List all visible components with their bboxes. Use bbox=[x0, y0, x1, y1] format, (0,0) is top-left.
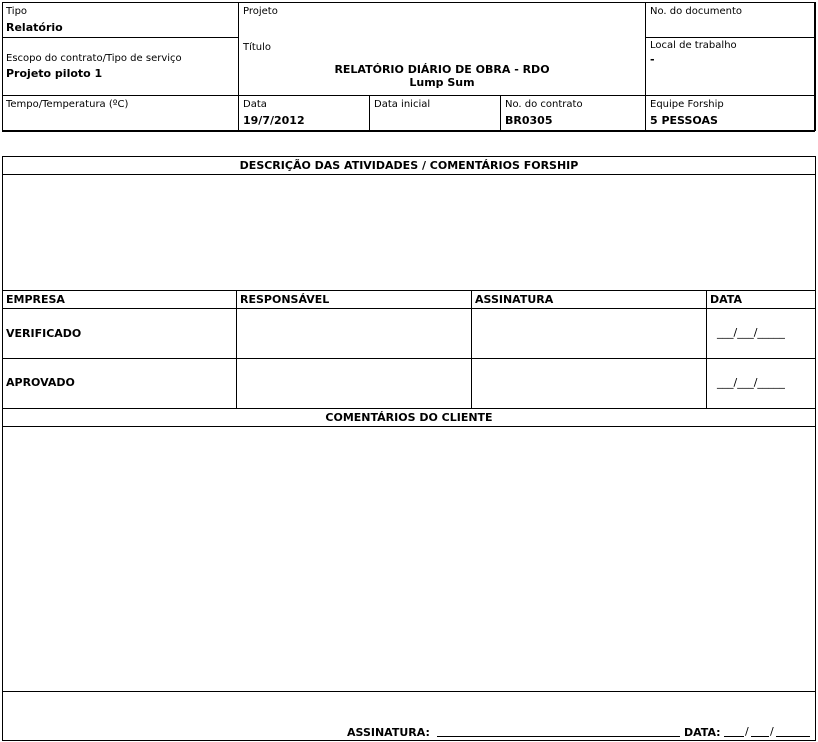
tipo-label: Tipo bbox=[6, 6, 28, 17]
tempo-label: Tempo/Temperatura (ºC) bbox=[6, 99, 129, 110]
column-header-assinatura: ASSINATURA bbox=[475, 293, 554, 306]
local-value: - bbox=[650, 53, 655, 66]
column-header-data: DATA bbox=[710, 293, 742, 306]
row-label-verificado: VERIFICADO bbox=[6, 327, 82, 340]
form-border-top bbox=[2, 156, 816, 157]
data-value: 19/7/2012 bbox=[243, 114, 305, 127]
verificado-responsavel-cell[interactable] bbox=[237, 309, 471, 358]
aprovado-date-blank[interactable]: ___/___/_____ bbox=[717, 376, 785, 389]
form-line bbox=[2, 290, 816, 291]
header-border-right bbox=[814, 2, 816, 131]
activities-text-area[interactable] bbox=[3, 175, 815, 290]
form-line bbox=[2, 691, 816, 692]
projeto-label: Projeto bbox=[243, 6, 278, 17]
client-date-separator: / bbox=[745, 725, 749, 738]
header-line bbox=[2, 95, 815, 96]
equipe-value: 5 PESSOAS bbox=[650, 114, 718, 127]
data-label: Data bbox=[243, 99, 267, 110]
equipe-label: Equipe Forship bbox=[650, 99, 724, 110]
header-line bbox=[645, 37, 815, 38]
form-line bbox=[706, 290, 707, 408]
client-signature-line[interactable] bbox=[437, 736, 680, 737]
header-line bbox=[500, 95, 501, 131]
header-line bbox=[645, 2, 646, 131]
form-line bbox=[2, 408, 816, 409]
client-date-day-line[interactable] bbox=[724, 736, 744, 737]
titulo-line-1: RELATÓRIO DIÁRIO DE OBRA - RDO bbox=[334, 63, 550, 76]
escopo-label: Escopo do contrato/Tipo de serviço bbox=[6, 53, 182, 64]
titulo-label: Título bbox=[243, 42, 272, 53]
column-header-responsavel: RESPONSÁVEL bbox=[240, 293, 330, 306]
document-number-label: No. do documento bbox=[650, 6, 742, 17]
column-header-empresa: EMPRESA bbox=[6, 293, 65, 306]
header-border-top bbox=[2, 2, 815, 3]
form-border-right bbox=[815, 156, 816, 741]
client-date-year-line[interactable] bbox=[776, 736, 810, 737]
client-comments-title: COMENTÁRIOS DO CLIENTE bbox=[325, 411, 493, 424]
header-border-bottom bbox=[2, 130, 815, 132]
data-inicial-label: Data inicial bbox=[374, 99, 431, 110]
local-label: Local de trabalho bbox=[650, 40, 737, 51]
client-date-separator: / bbox=[770, 725, 774, 738]
activities-title: DESCRIÇÃO DAS ATIVIDADES / COMENTÁRIOS FORSHIP bbox=[239, 159, 579, 172]
aprovado-assinatura-cell[interactable] bbox=[472, 359, 706, 408]
escopo-value: Projeto piloto 1 bbox=[6, 67, 103, 80]
contrato-label: No. do contrato bbox=[505, 99, 583, 110]
client-date-label: DATA: bbox=[684, 726, 721, 739]
tipo-value: Relatório bbox=[6, 21, 63, 34]
header-border-left bbox=[2, 2, 3, 131]
header-line bbox=[2, 37, 239, 38]
header-line bbox=[369, 95, 370, 131]
client-date-month-line[interactable] bbox=[751, 736, 769, 737]
client-comments-text-area[interactable] bbox=[3, 427, 815, 691]
row-label-aprovado: APROVADO bbox=[6, 376, 75, 389]
aprovado-responsavel-cell[interactable] bbox=[237, 359, 471, 408]
verificado-date-blank[interactable]: ___/___/_____ bbox=[717, 326, 785, 339]
form-border-bottom bbox=[2, 740, 816, 741]
contrato-value: BR0305 bbox=[505, 114, 553, 127]
verificado-assinatura-cell[interactable] bbox=[472, 309, 706, 358]
client-signature-label: ASSINATURA: bbox=[347, 726, 430, 739]
titulo-line-2: Lump Sum bbox=[409, 76, 475, 89]
